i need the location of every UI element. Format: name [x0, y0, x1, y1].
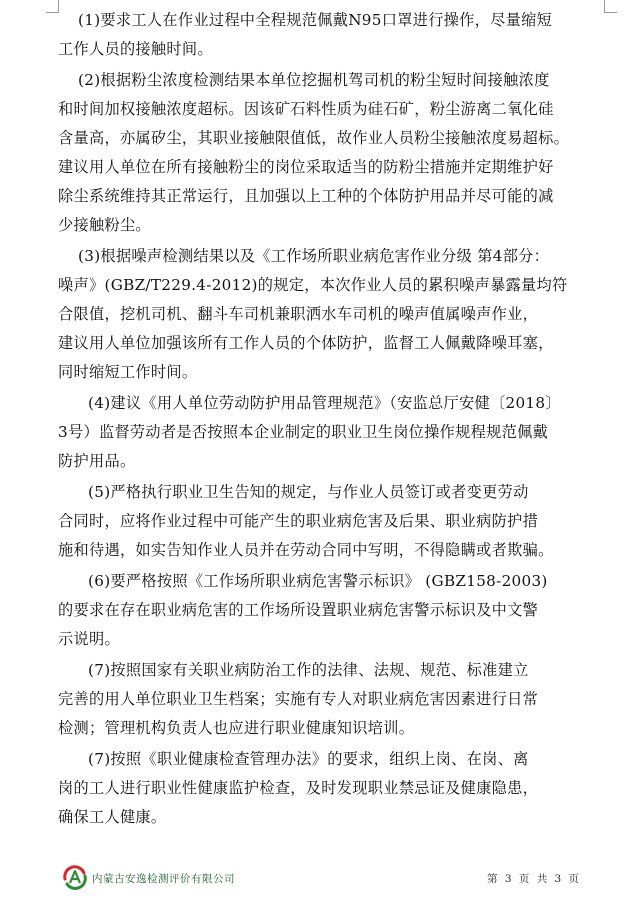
page-number: 第 3 页 共 3 页	[487, 873, 582, 885]
paragraph-line: 工作人员的接触时间。	[58, 40, 213, 58]
paragraph-line: (2)根据粉尘浓度检测结果本单位挖掘机驾司机的粉尘短时间接触浓度	[78, 71, 550, 89]
paragraph-line: 合限值，挖机司机、翻斗车司机兼职洒水车司机的噪声值属噪声作业，	[58, 305, 539, 323]
paragraph-line: (3)根据噪声检测结果以及《工作场所职业病危害作业分级 第4部分：	[78, 247, 550, 265]
paragraph-line: 合同时，应将作业过程中可能产生的职业病危害及后果、职业病防护措	[58, 512, 539, 530]
paragraph-line: 防护用品。	[58, 452, 136, 470]
paragraph-line: 检测；管理机构负责人也应进行职业健康知识培训。	[58, 719, 415, 737]
page-footer	[0, 860, 630, 900]
paragraph-line: (6)要严格按照《工作场所职业病危害警示标识》 (GBZ158-2003)	[88, 572, 548, 590]
paragraph-line: (4)建议《用人单位劳动防护用品管理规范》（安监总厅安健〔2018〕	[88, 394, 561, 412]
paragraph-4	[58, 389, 606, 476]
paragraph-line: 建议用人单位在所有接触粉尘的岗位采取适当的防粉尘措施并定期维护好	[58, 158, 554, 176]
paragraph-line: 建议用人单位加强该所有工作人员的个体防护，监督工人佩戴降噪耳塞，	[58, 334, 554, 352]
paragraph-5	[58, 478, 606, 565]
paragraph-8	[58, 745, 606, 832]
paragraph-7	[58, 656, 606, 743]
paragraph-line: 和时间加权接触浓度超标。因该矿石料性质为硅石矿，粉尘游离二氧化硅	[58, 100, 554, 118]
paragraph-line: 的要求在存在职业病危害的工作场所设置职业病危害警示标识及中文警	[58, 601, 539, 619]
paragraph-line: (5)严格执行职业卫生告知的规定，与作业人员签订或者变更劳动	[88, 483, 529, 501]
company-name: 内蒙古安逸检测评价有限公司	[92, 873, 235, 885]
paragraph-line: 岗的工人进行职业性健康监护检查，及时发现职业禁忌证及健康隐患，	[58, 779, 539, 797]
paragraph-line: 示说明。	[58, 630, 120, 648]
paragraph-line: 噪声》(GBZ/T229.4-2012)的规定，本次作业人员的累积噪声暴露量均符	[58, 276, 568, 294]
paragraph-line: 同时缩短工作时间。	[58, 363, 198, 381]
paragraph-line: 少接触粉尘。	[58, 216, 151, 234]
paragraph-line: 确保工人健康。	[58, 808, 167, 826]
paragraph-line: (7)按照《职业健康检查管理办法》的要求，组织上岗、在岗、离	[88, 750, 529, 768]
paragraph-1	[58, 6, 606, 64]
paragraph-line: 含量高，亦属矽尘，其职业接触限值低，故作业人员粉尘接触浓度易超标。	[58, 129, 570, 147]
paragraph-line: (1)要求工人在作业过程中全程规范佩戴N95口罩进行操作，尽量缩短	[78, 11, 553, 29]
paragraph-6	[58, 567, 606, 654]
paragraph-3	[58, 242, 606, 387]
document-body	[58, 0, 606, 834]
paragraph-2	[58, 66, 606, 240]
paragraph-line: 完善的用人单位职业卫生档案；实施有专人对职业病危害因素进行日常	[58, 690, 539, 708]
company-logo-icon	[62, 864, 88, 890]
paragraph-line: (7)按照国家有关职业病防治工作的法律、法规、规范、标准建立	[88, 661, 529, 679]
paragraph-line: 施和待遇，如实告知作业人员并在劳动合同中写明，不得隐瞒或者欺骗。	[58, 541, 554, 559]
paragraph-line: 除尘系统维持其正常运行，且加强以上工种的个体防护用品并尽可能的减	[58, 187, 554, 205]
paragraph-line: 3号）监督劳动者是否按照本企业制定的职业卫生岗位操作规程规范佩戴	[58, 423, 549, 441]
